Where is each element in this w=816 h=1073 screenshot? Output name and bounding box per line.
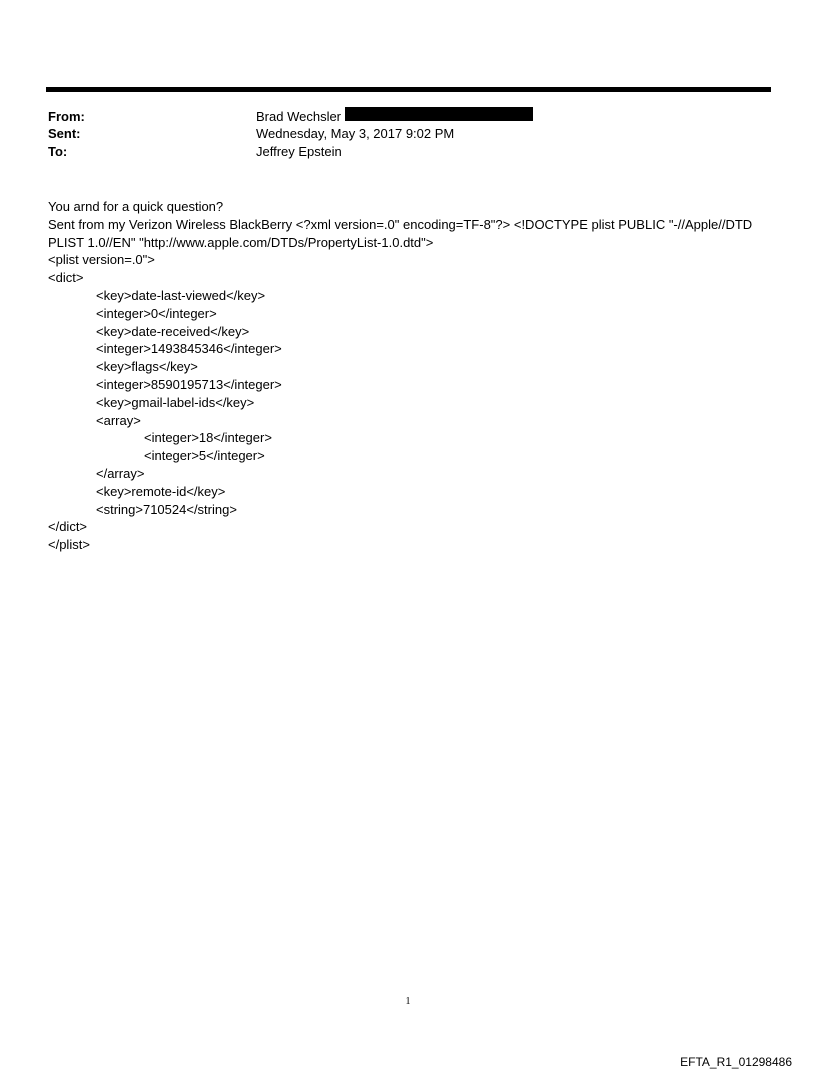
- to-label: To:: [48, 144, 68, 159]
- from-value: [256, 108, 533, 125]
- body-line: <string>710524</string>: [96, 501, 237, 517]
- body-line: <key>date-last-viewed</key>: [96, 287, 266, 303]
- page-number: 1: [405, 996, 411, 1007]
- bates-number: EFTA_R1_01298486: [680, 1055, 792, 1069]
- to-value: Jeffrey Epstein: [256, 144, 342, 159]
- sent-value: Wednesday, May 3, 2017 9:02 PM: [256, 126, 455, 141]
- body-line: PLIST 1.0//EN" "http://www.apple.com/DTDs/PropertyList-1.0.dtd">: [48, 234, 434, 250]
- body-line: </array>: [96, 465, 145, 481]
- from-label: From:: [48, 109, 85, 124]
- body-line: <integer>1493845346</integer>: [96, 341, 282, 357]
- body-line: </plist>: [48, 537, 90, 553]
- body-line: <key>remote-id</key>: [96, 483, 226, 499]
- body-line: <integer>0</integer>: [96, 305, 217, 321]
- body-line: <integer>5</integer>: [144, 448, 265, 464]
- body-line: You arnd for a quick question?: [48, 199, 224, 214]
- body-line: </dict>: [48, 519, 88, 535]
- body-line: <key>flags</key>: [96, 359, 198, 375]
- header-divider: [46, 87, 771, 92]
- body-line: <integer>18</integer>: [144, 430, 272, 446]
- body-line: <key>date-received</key>: [96, 323, 250, 339]
- body-line: <array>: [96, 412, 141, 428]
- email-body: [48, 198, 778, 554]
- body-line: <key>gmail-label-ids</key>: [96, 394, 255, 410]
- body-line: <plist version=.0">: [48, 252, 155, 268]
- body-line: <dict>: [48, 270, 84, 286]
- sender-name: Brad Wechsler: [256, 109, 342, 124]
- sent-label: Sent:: [48, 126, 81, 141]
- body-line: <integer>8590195713</integer>: [96, 376, 282, 392]
- redaction-block: [345, 107, 533, 121]
- body-line: Sent from my Verizon Wireless BlackBerry <?xml version=.0" encoding=TF-8"?> <!DOCTYPE plist PUBLIC "-//Apple//DTD: [48, 216, 753, 232]
